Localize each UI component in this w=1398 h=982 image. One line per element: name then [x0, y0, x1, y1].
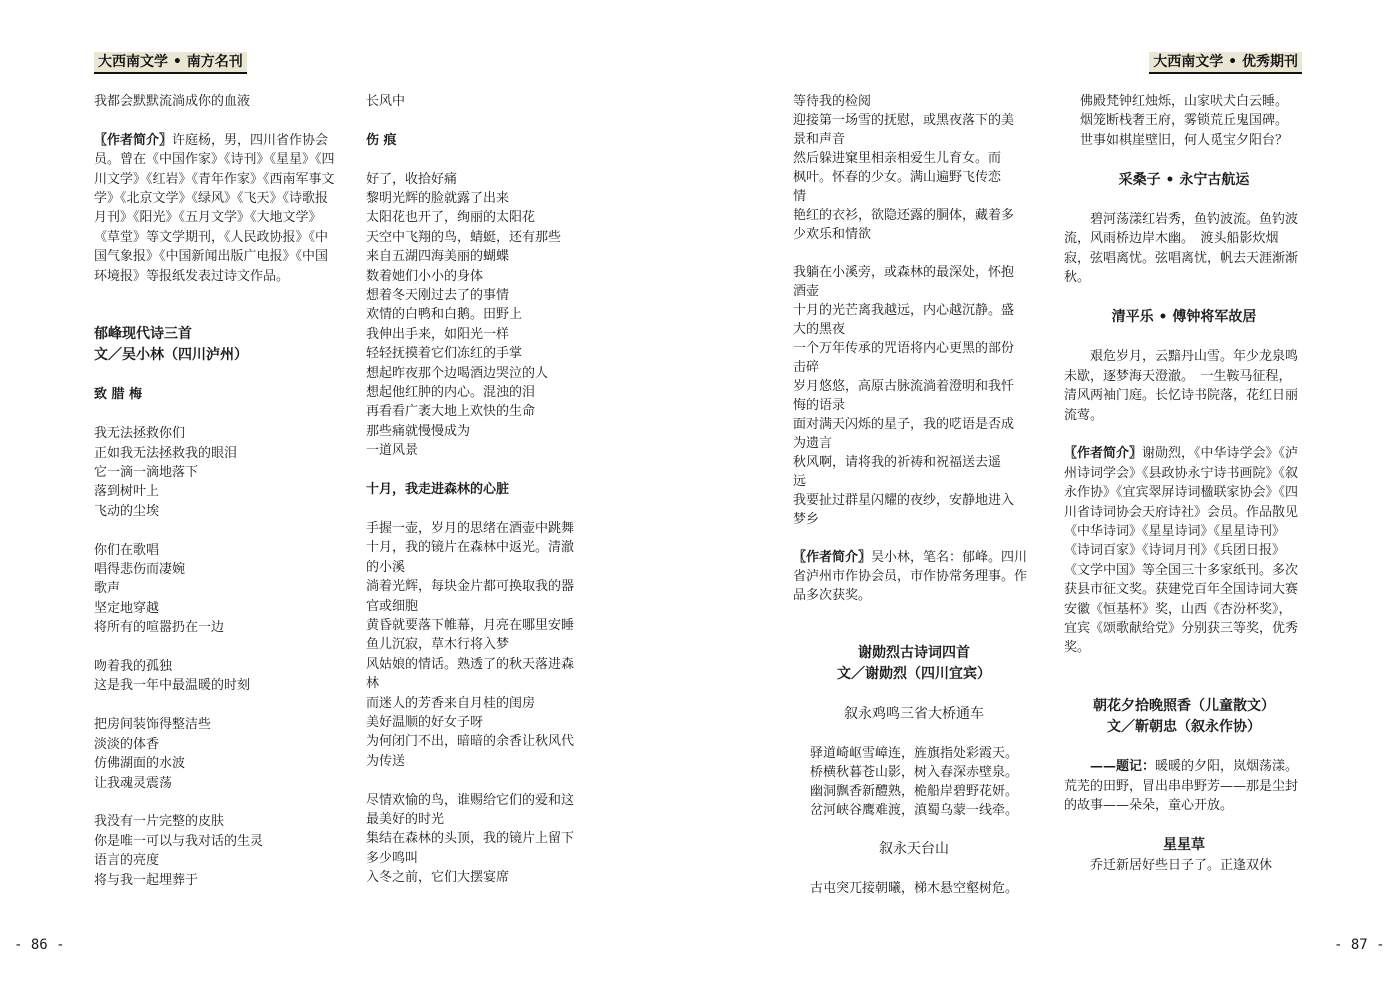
stanza: [94, 715, 340, 793]
poem-body: 艰危岁月，云黯丹山雪。年少龙泉鸣未歇，逐梦海天澄澈。 一生鞍马征程，清风两袖门庭。长忆诗书院落，花红日丽流莺。: [1064, 349, 1299, 423]
text-line: 幽洞飘香新醴熟，桅船岸碧野花妍。: [809, 784, 1018, 799]
stanza: [366, 170, 612, 461]
page-number-left: - 86 -: [14, 937, 65, 953]
poem-title: 叙永鸡鸣三省大桥通车: [844, 706, 984, 722]
text-line: 而迷人的芳香来自月桂的闺房: [366, 695, 536, 711]
text-line: 多少鸣叫: [366, 850, 419, 866]
text-line: 轻轻抚摸着它们冻红的手掌: [366, 346, 523, 362]
stanza: [94, 657, 340, 696]
stanza: [793, 92, 1035, 244]
text-line: 悔的语录: [793, 398, 846, 413]
poem-body: 碧河荡漾红岩秀，鱼钓波流。鱼钓波流，风雨桥边岸木幽。 渡头船影炊烟寂，弦唱离忧。弦唱离忧，帆去天涯渐渐秋。: [1064, 212, 1299, 286]
stanza: [793, 263, 1035, 529]
text-line: 我要扯过群星闪耀的夜纱，安静地进入: [793, 493, 1015, 508]
text-line: 语言的亮度: [94, 853, 160, 869]
preface: [1064, 757, 1304, 815]
bio-label: 〖作者简介〗: [94, 132, 173, 148]
text-line: 尽情欢愉的鸟，谁赐给它们的爱和这: [366, 792, 575, 808]
text-line: 击碎: [793, 360, 820, 375]
text-line: 那些痛就慢慢成为: [366, 423, 471, 439]
bio-text: 许庭杨，男，四川省作协会员。曾在《中国作家》《诗刊》《星星》《四川文学》《红岩》《青年作家》《西南军事文学》《北京文学》《绿风》《飞天》《诗歌报月刊》《阳光》《五月文学》《大地文学》《草堂》等文学期刊，《人民政协报》《中国气象报》《中国新闻出版广电报》《中国环境报》等报纸发表过诗文作品。: [94, 132, 335, 284]
text-line: 烟笼断栈奢王府，雾锁荒丘鬼国碑。: [1079, 113, 1288, 129]
text-line: 手握一壶，岁月的思绪在酒壶中跳舞: [366, 520, 575, 536]
text-line: 入冬之前，它们大摆宴席: [366, 870, 510, 886]
text-line: 唱得悲伤而凄婉: [94, 562, 186, 578]
text-line: 把房间装饰得整洁些: [94, 717, 212, 733]
bio-label: 〖作者简介〗: [1064, 446, 1143, 462]
text-line: 风姑娘的情话。熟透了的秋天落进森: [366, 656, 575, 672]
text-line: 然后躲进窠里相亲相爱生儿育女。而: [793, 151, 1002, 166]
text-line: 古屯突兀接朝曦，梯木悬空壑树危。: [809, 881, 1018, 896]
text-line: 我没有一片完整的皮肤: [94, 814, 225, 830]
author-bio: [1064, 444, 1304, 657]
poem-title: 伤 痕: [366, 132, 397, 148]
text-line: 为遗言: [793, 436, 833, 451]
text-line: 黄昏就要落下帷幕，月亮在哪里安睡: [366, 617, 575, 633]
stanza: [366, 791, 612, 888]
text-line: 梦乡: [793, 512, 820, 527]
column-3: [793, 92, 1035, 898]
text-line: 这是我一年中最温暖的时刻: [94, 678, 251, 694]
text-line: 美好温顺的好女子呀: [366, 714, 484, 730]
text-line: 官或细胞: [366, 598, 419, 614]
stanza: [1064, 92, 1304, 150]
text-line: 天空中飞翔的鸟，蜻蜓，还有那些: [366, 229, 562, 245]
poem-title: 叙永天台山: [879, 841, 949, 857]
header-right: 大西南文学 • 优秀期刊: [1149, 52, 1302, 74]
stanza: [94, 541, 340, 638]
text-line: 一个万年传承的咒语将内心更黑的部份: [793, 341, 1015, 356]
bio-text: 吴小林，笔名：郁峰。四川省泸州市作协会员，市作协常务理事。作品多次获奖。: [793, 550, 1028, 603]
column-4: [1064, 92, 1304, 875]
poem-title: 十月，我走进森林的心脏: [366, 482, 510, 498]
text-line: 乔迁新居好些日子了。正逢双休: [1090, 857, 1273, 873]
text-line: 十月的光芒离我越远，内心越沉静。盛: [793, 303, 1015, 318]
text-line: 一道风景: [366, 443, 419, 459]
text-line: 为何闭门不出，暗暗的余香让秋风代: [366, 734, 575, 750]
text-line: 远: [793, 474, 807, 489]
text-line: 面对满天闪烁的星子，我的呓语是否成: [793, 417, 1015, 432]
text-line: 的小溪: [366, 559, 406, 575]
text-line: 正如我无法拯救我的眼泪: [94, 445, 238, 461]
text-line: 大的黑夜: [793, 322, 846, 337]
column-1: [94, 92, 340, 890]
text-line: 桥横秋暮苍山影，树入春深赤壁泉。: [809, 765, 1018, 780]
text-line: 欢情的白鸭和白鹅。田野上: [366, 307, 523, 323]
text-line: 等待我的检阅: [793, 94, 872, 109]
text-line: 将与我一起埋葬于: [94, 872, 199, 888]
text-line: 飞动的尘埃: [94, 503, 160, 519]
text-line: 情: [793, 189, 807, 204]
text-line: 淡淡的体香: [94, 736, 160, 752]
text-line: 我都会默默流淌成你的血液: [94, 94, 251, 109]
poem-title: 致 腊 梅: [94, 387, 143, 403]
text-line: 你们在歌唱: [94, 542, 160, 558]
bio-label: 〖作者简介〗: [793, 550, 872, 565]
text-line: 十月，我的镜片在森林中返光。清澈: [366, 540, 575, 556]
page-number-right: - 87 -: [1334, 937, 1385, 953]
header-left: 大西南文学 • 南方名刊: [94, 52, 247, 74]
text-line: 我躺在小溪旁，或森林的最深处，怀抱: [793, 265, 1015, 280]
text-line: 将所有的喧嚣扔在一边: [94, 620, 225, 636]
poem-title: 清平乐 • 傅钟将军故居: [1111, 309, 1257, 326]
section-byline: 文／谢勋烈（四川宜宾）: [837, 666, 991, 682]
text-line: 坚定地穿越: [94, 600, 160, 616]
text-line: 好了，收拾好痛: [366, 171, 458, 187]
text-line: 想起昨夜那个边喝酒边哭泣的人: [366, 365, 549, 381]
text-line: 景和声音: [793, 132, 846, 147]
section-title: 谢勋烈古诗词四首: [858, 645, 970, 661]
text-line: 艳红的衣衫，欲隐还露的胴体，藏着多: [793, 208, 1015, 223]
text-line: 岁月悠悠，高原古脉流淌着澄明和我忏: [793, 379, 1015, 394]
section-title: 郁峰现代诗三首: [94, 326, 192, 343]
section-byline: 文／靳朝忠（叙永作协）: [1107, 718, 1261, 735]
stanza: [366, 519, 612, 771]
poem-title: 采桑子 • 永宁古航运: [1118, 171, 1250, 188]
author-bio: [793, 548, 1035, 605]
bio-text: 谢勋烈，《中华诗学会》《泸州诗词学会》《县政协永宁诗书画院》《叙永作协》《宜宾翠屏诗词楹联家协会》《四川省诗词协会天府诗社》会员。作品散见《中华诗词》《星星诗词》《星星诗刊》《诗词百家》《诗词月刊》《兵团日报》《文学中国》等全国三十多家纸刊。多次获县市征文奖。获建党百年全国诗词大赛安徽《恒基杯》奖，山西《杏汾杯奖》，宜宾《颂歌献给党》分别获三等奖，优秀奖。: [1064, 446, 1299, 656]
text-line: 歌声: [94, 581, 121, 597]
text-line: 酒壶: [793, 284, 820, 299]
text-line: 它一滴一滴地落下: [94, 465, 199, 481]
text-line: 迎接第一场雪的抚慰，或黑夜落下的美: [793, 113, 1015, 128]
text-line: 枫叶。怀春的少女。满山遍野飞传恋: [793, 170, 1002, 185]
text-line: 黎明光辉的脸就露了出来: [366, 191, 510, 206]
section-byline: 文／吴小林（四川泸州）: [94, 347, 248, 364]
stanza: [94, 812, 340, 890]
text-line: 来自五湖四海美丽的蝴蝶: [366, 249, 510, 265]
text-line: 少欢乐和情欲: [793, 227, 872, 242]
text-line: 太阳花也开了，绚丽的太阳花: [366, 210, 536, 226]
text-line: 再看看广袤大地上欢快的生命: [366, 404, 536, 420]
text-line: 林: [366, 676, 380, 692]
text-line: 驿道崎岖雪嶂连，旌旗指处彩霞天。: [809, 746, 1018, 761]
text-line: 最美好的时光: [366, 811, 445, 827]
preface-text: 暖暖的夕阳，岚烟荡漾。荒芜的田野，冒出串串野芳——那是尘封的故事——朵朵，童心开放。: [1064, 759, 1299, 814]
text-line: 让我魂灵震荡: [94, 775, 173, 791]
text-line: 我无法拯救你们: [94, 426, 186, 442]
preface-label: ——题记：: [1090, 759, 1156, 775]
text-line: 长风中: [366, 94, 406, 109]
text-line: 为传送: [366, 753, 406, 769]
text-line: 世事如棋崖壁旧，何人觅宝夕阳台？: [1079, 132, 1288, 148]
text-line: 仿佛湖面的水波: [94, 756, 186, 772]
text-line: 想着冬天刚过去了的事情: [366, 288, 510, 304]
poem-title: 星星草: [1163, 836, 1205, 853]
text-line: 秋风啊，请将我的祈祷和祝福送去遥: [793, 455, 1002, 470]
text-line: 岔河峡谷鹰难渡，滇蜀乌蒙一线牵。: [809, 803, 1018, 818]
section-title: 朝花夕拾晚照香（儿童散文）: [1093, 697, 1275, 714]
text-line: 佛殿梵钟红烛烁，山家吠犬白云睡。: [1079, 94, 1288, 109]
author-bio: [94, 131, 340, 286]
text-line: 鱼儿沉寂，草木行将入梦: [366, 637, 510, 653]
text-line: 吻着我的孤独: [94, 659, 173, 675]
text-line: 你是唯一可以与我对话的生灵: [94, 833, 264, 849]
text-line: 淌着光辉，每块金片都可换取我的器: [366, 579, 575, 595]
text-line: 想起他红肿的内心。混浊的泪: [366, 385, 536, 401]
text-line: 落到树叶上: [94, 484, 160, 500]
stanza: [94, 424, 340, 521]
stanza: [793, 744, 1035, 820]
text-line: 数着她们小小的身体: [366, 268, 484, 284]
text-line: 我伸出手来，如阳光一样: [366, 326, 510, 342]
text-line: 集结在森林的头顶，我的镜片上留下: [366, 831, 575, 847]
column-2: [366, 92, 612, 888]
